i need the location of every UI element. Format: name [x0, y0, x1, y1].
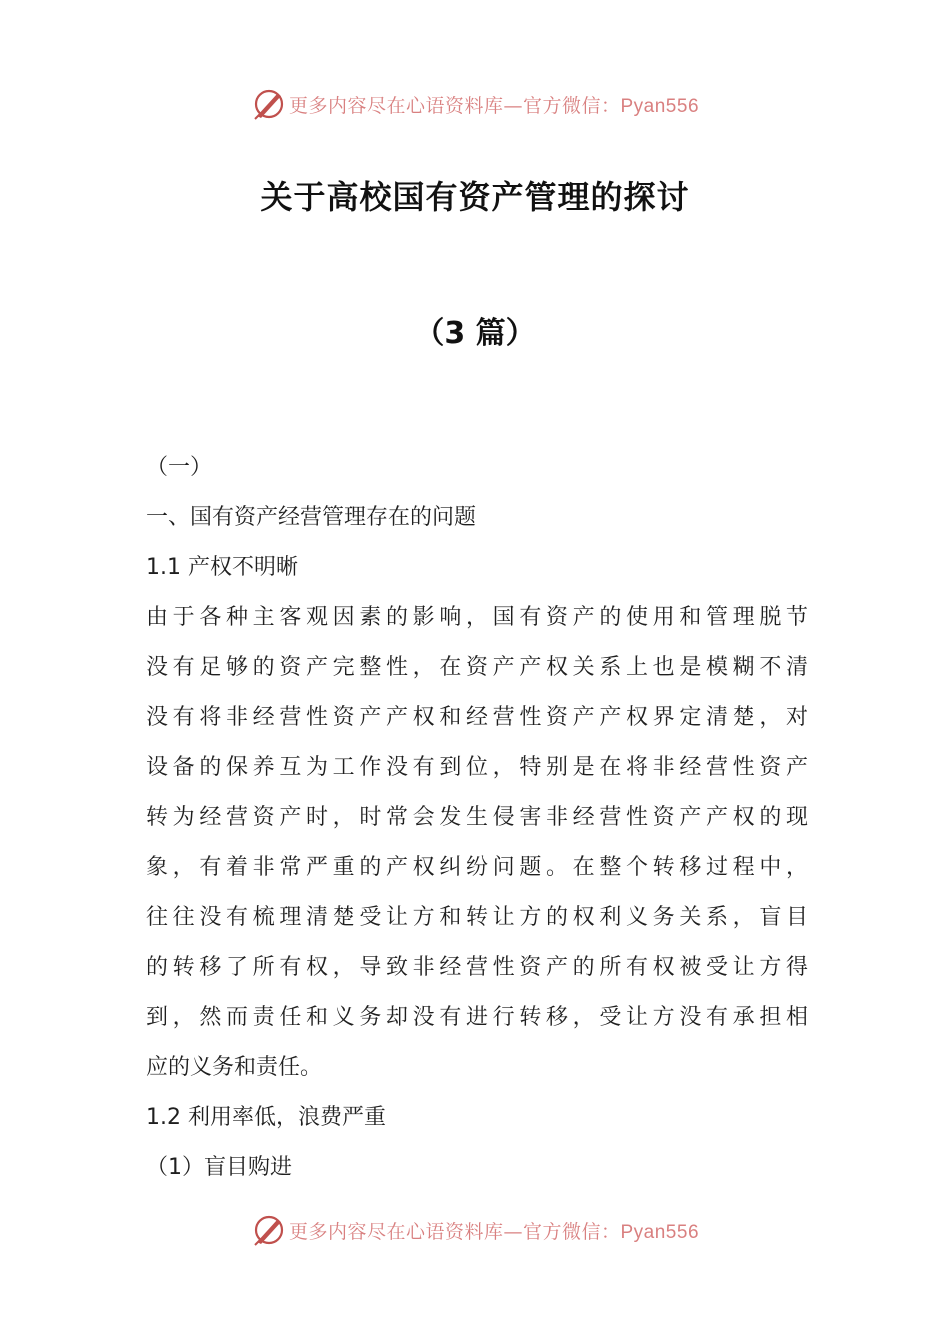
part-marker: （一） — [146, 455, 213, 480]
pen-logo-icon — [251, 86, 287, 122]
list-item-1: （1）盲目购进 — [146, 1155, 292, 1180]
paragraph-line: 到，然而责任和义务却没有进行转移，受让方没有承担相 — [146, 1005, 808, 1030]
document-title: 关于高校国有资产管理的探讨 — [260, 178, 690, 216]
paragraph-line: 没有足够的资产完整性，在资产产权关系上也是模糊不清 — [146, 655, 808, 680]
paragraph-line: 往往没有梳理清楚受让方和转让方的权利义务关系，盲目 — [146, 905, 808, 930]
header-watermark — [0, 84, 950, 124]
wechat-id: Pyan556 — [620, 95, 700, 117]
paragraph-line: 没有将非经营性资产产权和经营性资产产权界定清楚，对 — [146, 705, 808, 730]
paragraph-line: 象，有着非常严重的产权纠纷问题。在整个转移过程中， — [146, 855, 808, 880]
document-subtitle: （3 篇） — [414, 316, 536, 351]
paragraph-line: 应的义务和责任。 — [146, 1055, 323, 1080]
section-1-2: 1.2 利用率低，浪费严重 — [146, 1105, 386, 1130]
section-1-1: 1.1 产权不明晰 — [146, 555, 298, 580]
paragraph-line: 由于各种主客观因素的影响，国有资产的使用和管理脱节 — [146, 605, 808, 630]
wechat-id: Pyan556 — [620, 1221, 700, 1243]
paragraph-line: 设备的保养互为工作没有到位，特别是在将非经营性资产 — [146, 755, 808, 780]
footer-watermark — [0, 1210, 950, 1250]
pen-logo-icon — [251, 1212, 287, 1248]
watermark-text: 更多内容尽在心语资料库—官方微信：Pyan556 — [288, 94, 700, 117]
paragraph-line: 转为经营资产时，时常会发生侵害非经营性资产产权的现 — [146, 805, 808, 830]
watermark-text: 更多内容尽在心语资料库—官方微信：Pyan556 — [288, 1220, 700, 1243]
paragraph-line: 的转移了所有权，导致非经营性资产的所有权被受让方得 — [146, 955, 808, 980]
document-body — [146, 453, 808, 1193]
heading-1: 一、国有资产经营管理存在的问题 — [146, 505, 477, 530]
